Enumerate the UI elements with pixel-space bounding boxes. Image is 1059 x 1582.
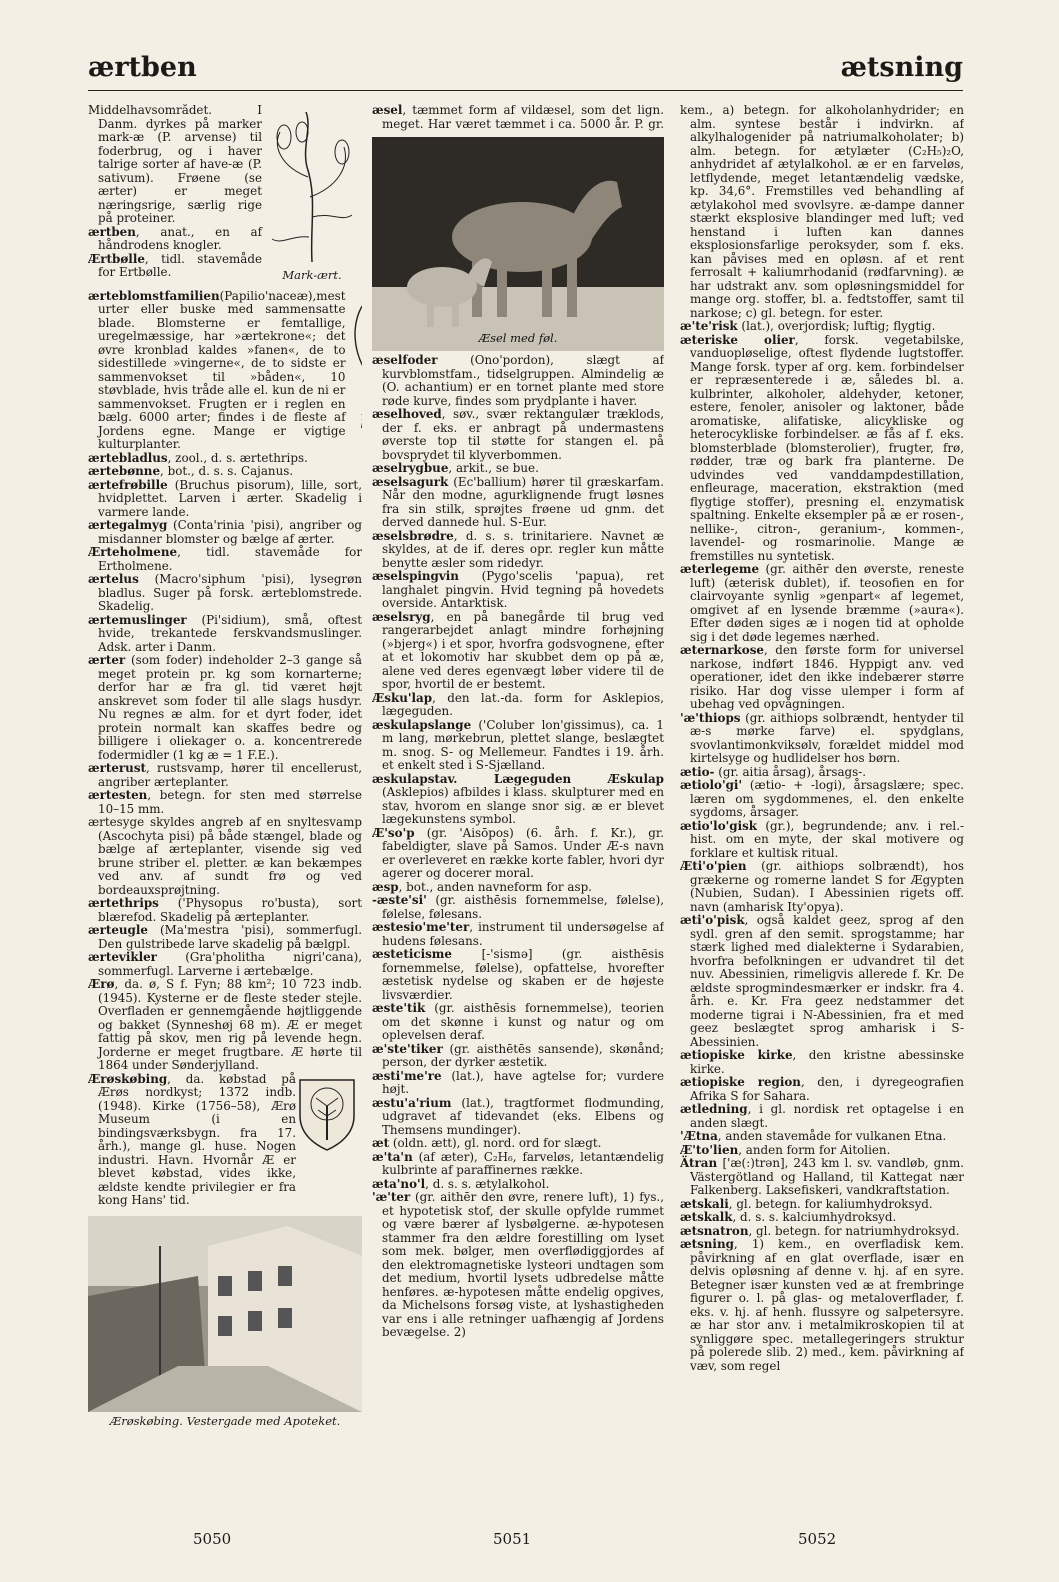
entry: 'Ætna, anden stavemåde for vulkanen Etna. xyxy=(680,1129,947,1143)
entry: ærtevikler (Gra'pholitha nigri'cana), sommerfugl. Larverne i ærtebælge. xyxy=(88,950,362,978)
entry: ætsning, 1) kem., en overfladisk kem. påvirkning af en glat overflade, især en delvis opløsning af denne v. hj. af en syre. Betegner især kunsten ved æ at frembringe figurer o. l. på glas- og metaloverflader, f. eks. v. hj. af henh. flussyre og salpetersyre. æ har stor anv. i metalmikroskopien til at synliggøre spec. metallegeringers struktur på polerede slib. 2) med., kem. påvirkning af væv, som regel xyxy=(680,1237,964,1373)
donkey-foal-icon xyxy=(372,137,664,351)
entry: Æ'to'lien, anden form for Aitolien. xyxy=(680,1142,891,1157)
header-rule xyxy=(88,90,963,91)
pea-caption: Mark-ært. xyxy=(282,268,342,282)
coat-of-arms xyxy=(296,1076,362,1205)
page-number: 5050 xyxy=(193,1530,232,1548)
entry: æselhoved, søv., svær rektangulær træklods, der f. eks. er anbragt på undermastens øverste top til støtte for stangen el. på bovsprydet til klyverbommen. xyxy=(372,407,664,462)
entry: æti'o'pisk, også kaldet geez, sprog af den sydl. gren af den semit. sprogstamme; har stærk lighed med dialekterne i Sydarabien, hvorfra befolkningen er udvandret til det nuv. Abessinien, rimeligvis allerede f. Kr. De ældste sprogmindesmærker er indskr. fra 4. årh. e. Kr. Fra geez nedstammer det moderne tigrai i N-Abessinien, fra et med geez beslægtet sprog amharisk i S-Abessinien. xyxy=(680,913,964,1049)
entry: æt (oldn. ætt), gl. nord. ord for slægt. xyxy=(372,1136,602,1150)
entry: æselsagurk (Ec'ballium) hører til græskarfam. Når den modne, agurklignende frugt løsnes fra sin stilk, sprøjtes frøene ud gnm. det derved dannede hul. S-Eur. xyxy=(372,474,664,529)
entry: æste'tik (gr. aisthēsis fornemmelse), teorien om det skønne i kunst og natur og om oplevelsen deraf. xyxy=(372,1001,664,1042)
entry: Æsku'lap, den lat.-da. form for Asklepios, lægeguden. xyxy=(372,690,664,718)
entry: ærtemuslinger (Pi'sidium), små, oftest hvide, trekantede ferskvandsmuslinger. Adsk. arter i Danm. xyxy=(88,612,362,654)
entry: æ'ste'tiker (gr. aisthētēs sansende), skønånd; person, der dyrker æstetik. xyxy=(372,1041,664,1069)
entry: ærterust, rustsvamp, hører til encellerust, angriber ærteplanter. xyxy=(88,761,362,789)
flower-illustration xyxy=(346,293,363,449)
entry: æteriske olier, forsk. vegetabilske, vanduopløselige, oftest flydende lugtstoffer. Mange forsk. typer af org. kem. forbindelser er repræsenterede i æ, således bl. a. kulbrinter, alkoholer, aldehyder, ketoner, estere, fenoler, anisoler og laktoner, både aromatiske, alifatiske, alicykliske og heterocykliske forbindelser. æ fås af f. eks. blomsterblade (blomsterolier), frugter, frø, rødder, træ og bark fra planterne. De udvindes ved vanddampdestillation, enfleurage, maceration, ekstraktion (med flygtige stoffer), presning el. enzymatisk spaltning. Enkelte eksempler på æ er rosen-, nellike-, citron-, geranium-, kommen-, lavendel- og rosmarinolie. Mange æ fremstilles nu syntetisk. xyxy=(680,332,964,563)
street-photo-icon xyxy=(88,1216,362,1412)
entry: ærtegalmyg (Conta'rinia 'pisi), angriber og misdanner blomster og bælge af ærter. xyxy=(88,518,362,546)
entry: 'æ'ter (gr. aithēr den øvre, renere luft), 1) fys., et hypotetisk stof, der skulle opfylde rummet og være bærer af lysbølgerne. æ-hypotesen stammer fra den ældre forestilling om lyset som mek. bølger, men overflødiggjordes af den elektromagnetiske lysteori undtagen som det medium, hvortil lysets udbredelse måtte henføres. æ-hypotesen måtte endelig opgives, da Michelsons forsøg viste, at lyshastigheden var ens i alle retninger uafhængig af Jordens bevægelse. 2) xyxy=(372,1190,664,1339)
donkey-photo xyxy=(372,137,664,351)
entry: æta'no'l, d. s. s. ætylalkohol. xyxy=(372,1176,550,1191)
entry: -æste'si' (gr. aisthēsis fornemmelse, følelse), følelse, følesans. xyxy=(372,893,664,921)
entry: æstesio'me'ter, instrument til undersøgelse af hudens følesans. xyxy=(372,920,664,948)
entry: Ærtbølle, tidl. stavemåde for Ertbølle. xyxy=(88,251,262,279)
entry: æterlegeme (gr. aithēr den øverste, reneste luft) (æterisk dublet), if. teosofien en for clairvoyante synlig »genpart« af legemet, omgivet af en lysende bræmme (»aura«). Efter døden siges æ i nogen tid at opholde sig i det døde legemes nærhed. xyxy=(680,562,964,644)
entry: æsp, bot., anden navneform for asp. xyxy=(372,879,592,894)
page-number: 5052 xyxy=(798,1530,837,1548)
entry: ærtesten, betegn. for sten med størrelse 10–15 mm. xyxy=(88,788,362,816)
entry: æ'ta'n (af æter), C₂H₆, farveløs, letantændelig kulbrinte af paraffinernes række. xyxy=(372,1149,664,1177)
entry: ærtebladlus, zool., d. s. ærtethrips. xyxy=(88,450,308,465)
entry: ærteugle (Ma'mestra 'pisi), sommerfugl. Den gulstribede larve skadelig på bælgpl. xyxy=(88,923,362,951)
pea-plant-icon xyxy=(262,107,362,267)
col1-family-block xyxy=(88,290,362,452)
entry: æskulapslange ('Coluber lon'gissimus), ca. 1 m lang, mørkebrun, plettet slange, beslægtet m. snog. S- og Mellemeur. Fandtes i 19. årh. et enkelt sted i S-Sjælland. xyxy=(372,717,664,772)
entry: æselfoder (Ono'pordon), slægt af kurvblomstfam., tidselgruppen. Almindelig æ (O. achantium) er en tornet plante med store røde kurve, findes som prydplante i haver. xyxy=(372,353,664,408)
entry: æsti'me're (lat.), have agtelse for; vurdere højt. xyxy=(372,1068,664,1096)
entry: ætiopiske region, den, i dyregeografien Afrika S for Sahara. xyxy=(680,1075,964,1103)
entry: Ærø, da. ø, S f. Fyn; 88 km²; 10 723 indb. (1945). Kysterne er de fleste steder stejle. Overfladen er gennemgående højtliggende og bakket (Synneshøj 68 m). Æ er meget fattig på skov, men rig på levende hegn. Jorderne er meget frugtbare. Æ hørte til 1864 under Sønderjylland. xyxy=(88,977,362,1072)
entry: æsel, tæmmet form af vildæsel, som det lign. meget. Har været tæmmet i ca. 5000 år. P. gr. xyxy=(372,104,664,131)
page-number: 5051 xyxy=(493,1530,532,1548)
entry: ærtebønne, bot., d. s. s. Cajanus. xyxy=(88,464,294,478)
donkey-caption: Æsel med føl. xyxy=(478,330,558,345)
pea-illustration xyxy=(262,107,362,287)
entry: Ærteholmene, tidl. stavemåde for Ertholmene. xyxy=(88,545,362,573)
town-caption: Ærøskøbing. Vestergade med Apoteket. xyxy=(109,1413,341,1428)
entry: ætskalk, d. s. s. kalciumhydroksyd. xyxy=(680,1210,897,1224)
entry: æternarkose, den første form for universel narkose, indført 1846. Hyppigt anv. ved operationer, idet den ikke indebærer større risiko. Har dog visse ulemper i form af ubehag ved opvågningen. xyxy=(680,643,964,711)
entry: æsteticisme [-'sismə] (gr. aisthēsis fornemmelse, følelse), opfattelse, hvorefter æstetisk nydelse og skaben er de højeste livsværdier. xyxy=(372,947,664,1002)
entry: ærtesyge skyldes angreb af en snyltesvamp (Ascochyta pisi) på både stængel, blade og bælge af ærteplanter, visende sig ved brune striber el. pletter. æ kan bekæmpes ved anv. af sundt frø og ved bordeauxsprøjtning. xyxy=(88,815,362,897)
coat-of-arms-icon xyxy=(296,1076,358,1152)
town-photo xyxy=(88,1216,362,1412)
entry: ætskali, gl. betegn. for kaliumhydroksyd. xyxy=(680,1196,933,1211)
right-running-head: ætsning xyxy=(840,52,963,83)
entry: Æti'o'pien (gr. aithiops solbrændt), hos grækerne og romerne landet S for Ægypten (Nubien, Sudan). I Abessinien rigets off. navn (amharisk Ity'opya). xyxy=(680,859,964,914)
col1-intro-block xyxy=(88,104,362,290)
flower-caption xyxy=(346,405,363,432)
entry: æselsbrødre, d. s. s. trinitariere. Navnet æ skyldes, at de if. deres opr. regler kun måtte benytte æsler som ridedyr. xyxy=(372,528,664,570)
entry: æ'te'risk (lat.), overjordisk; luftig; flygtig. xyxy=(680,319,936,333)
entry: Middelhavsområdet. I Danm. dyrkes på marker mark-æ (P. arvense) til foderbrug, og i haver talrige sorter af have-æ (P. sativum). Frøene (se ærter) er meget næringsrige, særlig rige på proteiner. xyxy=(88,104,262,225)
col1-town-block xyxy=(88,1073,362,1208)
entry: ætiolo'gi' (ætio- + -logi), årsagslære; spec. læren om sygdommenes, el. den enkelte sygdoms, årsager. xyxy=(680,778,964,819)
entry: ærtelus (Macro'siphum 'pisi), lysegrøn bladlus. Suger på forsk. ærteblomstrede. Skadelig. xyxy=(88,572,362,613)
entry: ætledning, i gl. nordisk ret optagelse i en anden slægt. xyxy=(680,1102,964,1130)
entry: Æ'so'p (gr. 'Aisōpos) (6. årh. f. Kr.), gr. fabeldigter, slave på Samos. Under Æ-s navn er overleveret en række korte fabler, hvori dyr agerer og docerer moral. xyxy=(372,825,664,880)
entry: Ærøskøbing, da. købstad på Ærøs nordkyst; 1372 indb. (1948). Kirke (1756–58), Ærø Museum (i en bindingsværksbygn. fra 17. årh.), mange gl. huse. Nogen industri. Havn. Hvornår Æ er blevet købstad, vides ikke, ældste kendte privilegier er fra kong Hans' tid. xyxy=(88,1071,296,1207)
entry: ærtben, anat., en af håndrodens knogler. xyxy=(88,224,262,252)
entry: ætiopiske kirke, den kristne abessinske kirke. xyxy=(680,1048,964,1076)
entry: ætio'lo'gisk (gr.), begrundende; anv. i rel.-hist. om en myte, der skal motivere og forklare et kultisk ritual. xyxy=(680,818,964,860)
entry: ærtethrips ('Physopus ro'busta), sort blærefod. Skadelig på ærteplanter. xyxy=(88,896,362,924)
entry: Ätran ['æ(:)trən], 243 km l. sv. vandløb, gnm. Västergötland og Halland, til Kattegat nær Falkenberg. Laksefiskeri, vandkraftstation. xyxy=(680,1156,964,1197)
entry: æselrygbue, arkit., se bue. xyxy=(372,461,539,475)
entry: æselsryg, en på banegårde til brug ved rangerarbejdet anlagt mindre forhøjning (»bjerg«) i et spor, hvorfra godsvognene, efter at et lokomotiv har skubbet dem op på æ, alene ved deres egenvægt løber videre til de spor, hvortil de er bestemt. xyxy=(372,609,664,691)
entry: ærter (som foder) indeholder 2–3 gange så meget protein pr. kg som kornarterne; derfor har æ fra gl. tid været højt anskrevet som foder til alle slags husdyr. Nu regnes æ alm. for et dyrt foder, idet protein normalt kan skaffes bedre og billigere i oliekager o. a. koncentrerede fodermidler (1 kg æ = 1 F.E.). xyxy=(88,653,362,762)
pea-flower-icon xyxy=(346,293,363,403)
entry: 'æ'thiops (gr. aithiops solbrændt, hentyder til æ-s mørke farve) el. spydglans, svovlantimonkviksølv, forældet middel mod kirtelsyge og hudlidelser hos børn. xyxy=(680,710,964,765)
entry: æstu'a'rium (lat.), tragtformet flodmunding, udgravet af tidevandet (eks. Elbens og Themsens mundinger). xyxy=(372,1095,664,1137)
column-2 xyxy=(372,104,664,1516)
entry: kem., a) betegn. for alkoholanhydrider; en alm. syntese består i indvirkn. af alkylhalogenider på natriumalkoholater; b) alm. betegn. for ætylæter (C₂H₅)₂O, anhydridet af ætylalkohol. æ er en farveløs, letflydende, meget letantændelig vædske, kp. 34,6°. Fremstilles ved behandling af ætylakohol med svovlsyre. æ-dampe danner stærkt eksplosive blandinger med luft; ved henstand i luften kan dannes eksplosionsfarlige peroksyder, som f. eks. kan påvises med en opløsn. af et rent ferrosalt + kaliumrhodanid (rødfarvning). æ har udstrakt anv. som opløsningsmiddel for mange org. stoffer, bl. a. fedtstoffer, samt til narkose; c) gl. betegn. for ester. xyxy=(680,104,964,320)
entry: ætsnatron, gl. betegn. for natriumhydroksyd. xyxy=(680,1223,960,1238)
entry: ætio- (gr. aitia årsag), årsags-. xyxy=(680,764,867,779)
entry: æskulapstav. Lægeguden Æskulap (Asklepios) afbildes i klass. skulpturer med en stav, hvorom en slange snor sig. æ er blevet lægekunstens symbol. xyxy=(372,771,664,826)
entry: æselspingvin (Pygo'scelis 'papua), ret langhalet pingvin. Hvid tegning på hovedets overside. Antarktisk. xyxy=(372,569,664,610)
column-3 xyxy=(680,104,964,1516)
entry: ærteblomstfamilien(Papilio'naceæ),mest urter eller buske med sammensatte blade. Blomsterne er femtallige, uregelmæssige, har »ærtekrone«; det øvre kronblad kaldes »fanen«, de to sidestillede »vingerne«, de to sidste er sammenvokset til »båden«, 10 støvblade, hvis tråde alle el. kun de ni er sammenvokset. Frugten er i reglen en bælg. 6000 arter; findes i de fleste af Jordens egne. Mange er vigtige kulturplanter. xyxy=(88,288,346,451)
column-1 xyxy=(88,104,362,1516)
left-running-head: ærtben xyxy=(88,52,197,83)
entry: ærtefrøbille (Bruchus pisorum), lille, sort, hvidplettet. Larven i ærter. Skadelig i varmere lande. xyxy=(88,477,362,519)
